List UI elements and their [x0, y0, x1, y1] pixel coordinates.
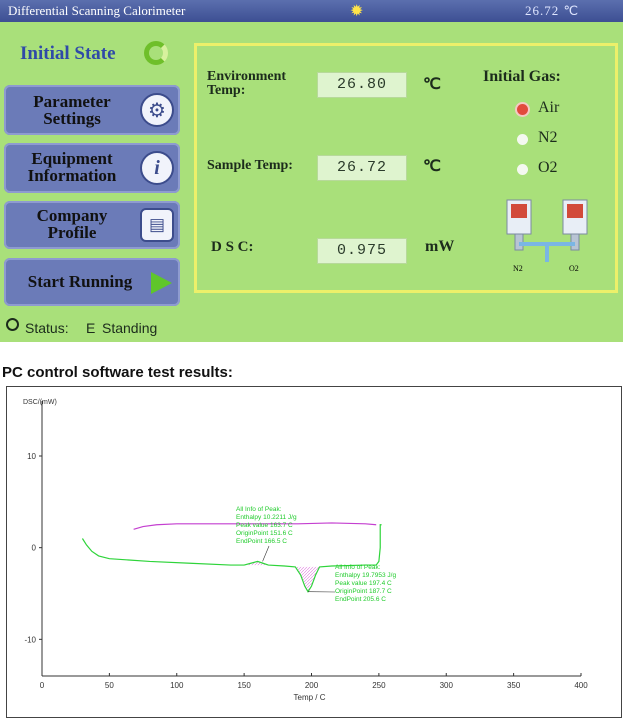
nav-equipment-information[interactable] [4, 143, 180, 193]
x-tick-label: 50 [104, 681, 114, 690]
app-title: Differential Scanning Calorimeter [8, 3, 186, 18]
peak-1-annotation-line: Enthalpy 10.2211 J/g [236, 514, 297, 521]
dsc-label: D S C: [211, 239, 254, 255]
y-tick-label: 0 [31, 543, 36, 553]
peak-1-annotation-line: All Info of Peak: [236, 506, 282, 513]
dsc-device-screen [0, 0, 623, 342]
x-tick-label: 250 [372, 681, 386, 690]
radio-n2[interactable] [517, 134, 528, 145]
status-ring-icon [6, 318, 19, 331]
status-label: Status: [25, 320, 69, 336]
peak-2-annotation-line: Enthalpy 19.7953 J/g [335, 572, 397, 579]
environment-temp-unit: ℃ [423, 76, 441, 93]
peak-1-annotation-line: EndPoint 166.5 C [236, 538, 287, 545]
x-tick-label: 350 [506, 681, 521, 690]
nav-parameter-settings-line2: Settings [43, 109, 101, 128]
valve-label-o2: O2 [569, 264, 579, 273]
peak-2-area [295, 567, 319, 592]
status-value: Standing [102, 320, 158, 336]
valve-label-n2: N2 [513, 264, 523, 273]
status-bar [0, 315, 623, 342]
peak-1-annotation-line: Peak value 163.7 C [236, 522, 293, 529]
dsc-chart-frame [6, 386, 622, 718]
radio-o2[interactable] [517, 164, 528, 175]
peak-2-annotation-line: Peak value 197.4 C [335, 580, 392, 587]
peak-2-annotation-line: OriginPoint 187.7 C [335, 588, 392, 595]
dsc-value: 0.975 [317, 238, 407, 264]
initial-state-panel [194, 43, 618, 293]
x-tick-label: 400 [574, 681, 588, 690]
x-tick-label: 0 [39, 681, 45, 690]
status-prefix: E [86, 320, 96, 336]
x-axis-label: Temp / C [293, 693, 326, 702]
gas-o2-label: O2 [538, 159, 558, 176]
dsc-chart [7, 387, 621, 717]
certificate-icon: ▤ [140, 208, 174, 242]
nav-parameter-settings[interactable] [4, 85, 180, 135]
y-axis-label: DSC/(mW) [23, 399, 57, 406]
x-tick-label: 200 [304, 681, 319, 690]
nav-company-profile-line1: Company [36, 206, 108, 225]
environment-temp-label-line2: Temp: [207, 83, 246, 98]
gear-icon: ⚙ [140, 93, 174, 127]
nav-initial-state-label: Initial State [20, 43, 116, 64]
environment-temp-value: 26.80 [317, 72, 407, 98]
gas-n2-label: N2 [538, 129, 558, 146]
x-tick-label: 300 [439, 681, 453, 690]
play-arrow-icon [148, 270, 174, 296]
x-tick-label: 100 [170, 681, 184, 690]
y-tick-label: 10 [27, 452, 36, 461]
nav-initial-state[interactable] [4, 32, 194, 76]
dsc-unit: mW [425, 238, 455, 255]
titlebar-temperature: 26.72 ℃ [525, 3, 580, 18]
pc-results-heading: PC control software test results: [2, 364, 233, 381]
peak-2-annotation-line: EndPoint 205.6 C [335, 596, 386, 603]
start-running-label: Start Running [27, 272, 133, 291]
x-tick-label: 150 [237, 681, 251, 690]
sun-icon: ✹ [350, 3, 364, 20]
sample-temp-label: Sample Temp: [207, 158, 293, 173]
peak-1-annotation-line: OriginPoint 151.6 C [236, 530, 293, 537]
start-running-button[interactable] [4, 258, 180, 306]
nav-company-profile[interactable] [4, 201, 180, 249]
info-icon: i [140, 151, 174, 185]
y-tick-label: -10 [24, 635, 36, 645]
title-bar [0, 0, 623, 22]
nav-parameter-settings-line1: Parameter [33, 92, 111, 111]
nav-company-profile-line2: Profile [47, 223, 97, 242]
nav-equipment-information-line2: Information [27, 166, 117, 185]
peak-2-annotation-line: All Info of Peak: [335, 564, 381, 571]
swirl-icon [144, 41, 168, 65]
environment-temp-label-line1: Environment [207, 69, 287, 84]
sample-temp-value: 26.72 [317, 155, 407, 181]
initial-gas-title: Initial Gas: [483, 68, 561, 85]
nav-equipment-information-line1: Equipment [31, 149, 113, 168]
gas-air-label: Air [538, 99, 560, 116]
radio-air[interactable] [517, 104, 528, 115]
peak-1-leader [263, 546, 269, 561]
sample-temp-unit: ℃ [423, 158, 441, 175]
